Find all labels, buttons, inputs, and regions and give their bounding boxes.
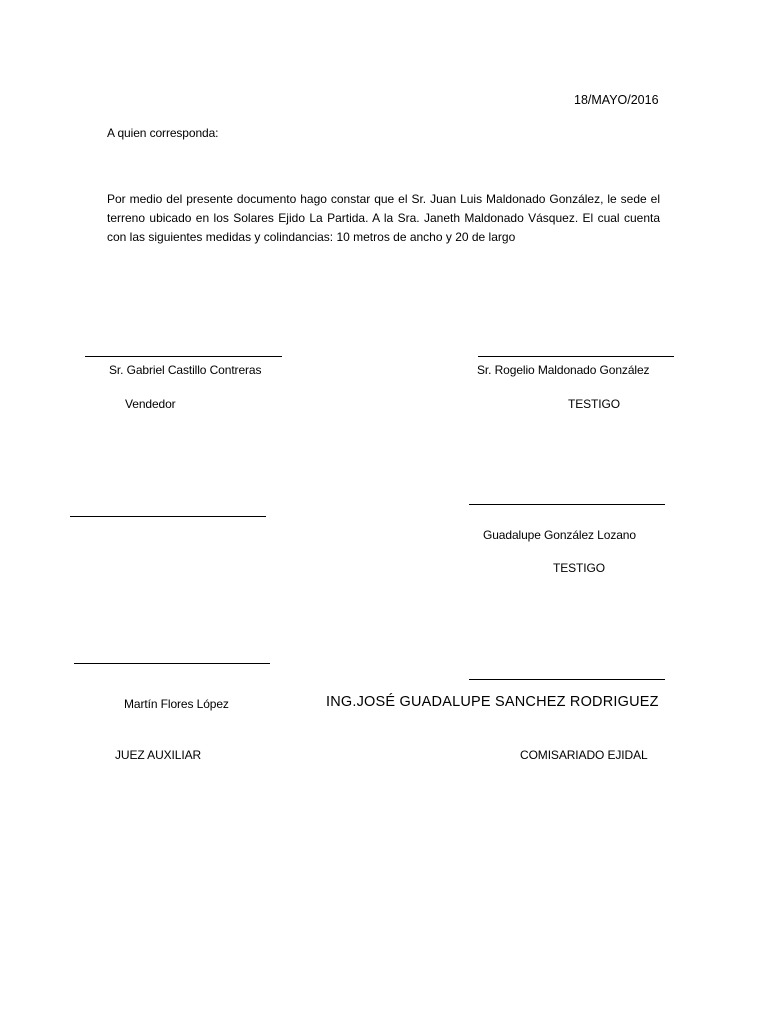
witness-2-role: TESTIGO: [553, 561, 605, 575]
witness-1-name: Sr. Rogelio Maldonado González: [477, 363, 650, 377]
witness-2-signature-line: [469, 504, 665, 505]
witness-1-signature-line: [478, 356, 674, 357]
witness-1-role: TESTIGO: [568, 397, 620, 411]
body-paragraph: Por medio del presente documento hago constar que el Sr. Juan Luis Maldonado González, le sede el terreno ubicado en los Solares Ejido La Partida. A la Sra. Janeth Maldonado Vásquez. El cual cuenta con las siguientes medidas y colindancias: 10 metros de ancho y 20 de largo: [107, 192, 660, 244]
seller-name: Sr. Gabriel Castillo Contreras: [109, 363, 262, 377]
blank-signature-line: [70, 516, 266, 517]
judge-name: Martín Flores López: [124, 697, 229, 711]
document-date: 18/MAYO/2016: [574, 93, 659, 107]
judge-signature-line: [74, 663, 270, 664]
witness-2-name: Guadalupe González Lozano: [483, 528, 636, 542]
salutation: A quien corresponda:: [107, 126, 219, 140]
commissioner-signature-line: [469, 679, 665, 680]
commissioner-role: COMISARIADO EJIDAL: [520, 748, 648, 762]
seller-signature-line: [85, 356, 282, 357]
commissioner-name: ING.JOSÉ GUADALUPE SANCHEZ RODRIGUEZ: [326, 694, 659, 710]
judge-role: JUEZ AUXILIAR: [115, 748, 202, 762]
seller-role: Vendedor: [125, 397, 176, 411]
